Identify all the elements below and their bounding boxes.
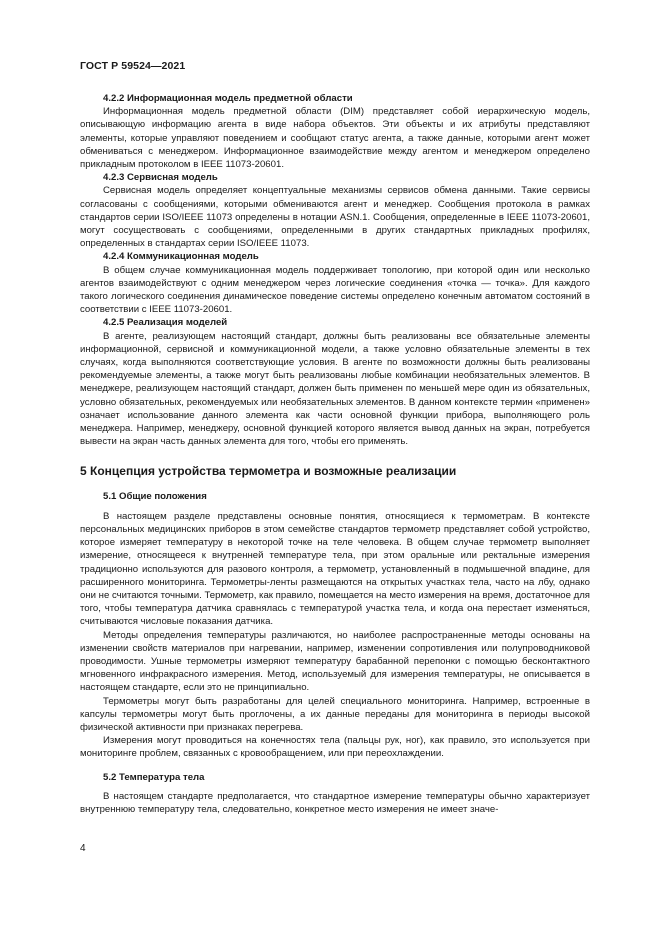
section-4-2-4-paragraph: В общем случае коммуникационная модель поддерживает топологию, при которой один или несколько агентов взаимодействуют с одним менеджером через логические соединения «точка — точка». Для каждого такого логического соединения динамическое поведение системы определено конечным автоматом состояний в соответствии с IEEE 11073-20601. <box>80 264 590 316</box>
page-body <box>80 92 590 816</box>
section-4-2-2-paragraph: Информационная модель предметной области (DIM) представляет собой иерархическую модель, описывающую информацию агента в виде набора объектов. Эти объекты и их атрибуты представляют элементы, которые управляют поведением и сообщают статус агента, а также данные, которыми агент может обмениваться с менеджером. Информационное взаимодействие между агентом и менеджером определено прикладным протоколом в IEEE 11073-20601. <box>80 106 590 171</box>
section-5-heading: 5 Концепция устройства термометра и возможные реализации <box>80 464 457 479</box>
section-4-2-2-heading: 4.2.2 Информационная модель предметной области <box>103 93 353 104</box>
section-4-2-3-heading: 4.2.3 Сервисная модель <box>103 172 218 184</box>
section-5-1-paragraph-2: Методы определения температуры различаются, но наиболее распространенные методы основаны на изменении свойств материалов при нагревании, например, изменении сопротивления или полупроводниковой проводимости. Ушные термометры измеряют температуру барабанной перепонки с помощью бесконтактного мгновенного инфракрасного измерения. Метод, используемый для измерения температуры, не описывается в настоящем стандарте, если это не принципиально. <box>80 629 590 694</box>
section-5-1-heading: 5.1 Общие положения <box>103 491 207 503</box>
section-4-2-3-paragraph: Сервисная модель определяет концептуальные механизмы сервисов обмена данными. Такие сервисы согласованы с сообщениями, которыми обмениваются агент и менеджер. Сообщения протокола в рамках стандартов серии ISO/IEEE 11073 определены в нотации ASN.1. Сообщения, определенные в IEEE 11073-20601, могут сосуществовать с сообщениями, определенными в других стандартных прикладных профилях, определенных в стандартах серии ISO/IEEE 11073. <box>80 185 590 250</box>
section-4-2-4-heading: 4.2.4 Коммуникационная модель <box>103 251 259 263</box>
section-4-2-5-paragraph: В агенте, реализующем настоящий стандарт, должны быть реализованы все обязательные элементы информационной, сервисной и коммуникационной модели, а также условно обязательные элементы в тех случаях, когда выполняются соответствующие условия. В агенте по возможности должны быть реализованы рекомендуемые элементы, а также могут быть реализованы любые комбинации необязательных элементов. В менеджере, реализующем настоящий стандарт, должен быть применен по меньшей мере один из обязательных, условно обязательных, рекомендуемых или необязательных элементов. В данном контексте термин «применен» означает использование данного элемента как части основной функции прибора, выполняющего роль менеджера. Например, менеджеру, основной функцией которого является вывод данных на экран, потребуется вывести на экран часть данных элемента для того, чтобы его применять. <box>80 330 590 448</box>
section-5-1-paragraph-4: Измерения могут проводиться на конечностях тела (пальцы рук, ног), как правило, это используется при мониторинге проблем, связанных с кровообращением, или при переохлаждении. <box>80 735 590 760</box>
section-5-2-paragraph: В настоящем стандарте предполагается, что стандартное измерение температуры обычно характеризует внутреннюю температуру тела, следовательно, конкретное место измерения не имеет значе- <box>80 790 590 815</box>
section-4-2-5-heading: 4.2.5 Реализация моделей <box>103 317 228 329</box>
section-5-1-paragraph-1: В настоящем разделе представлены основные понятия, относящиеся к термометрам. В контексте персональных медицинских приборов в этом семействе стандартов термометр представляет собой устройство, которое измеряет температуру в некоторой точке на теле человека. В общем случае термометр выполняет измерение, относящееся к внутренней температуре тела, при этом оральные или ректальные измерения традиционно используются для разового контроля, а термометр, установленный в подмышечной впадине, для расширенного мониторинга. Термометры-ленты размещаются на открытых участках тела, часто на лбу, однако они не считаются точными. Термометр, как правило, помещается на место измерения на время, достаточное для того, чтобы температура датчика сравнялась с температурой участка тела, и когда она перестает изменяться, считываются числовые показания датчика. <box>80 510 590 628</box>
page-number: 4 <box>80 843 86 854</box>
section-5-2-heading: 5.2 Температура тела <box>103 771 205 783</box>
document-header: ГОСТ Р 59524—2021 <box>80 60 186 72</box>
section-5-1-paragraph-3: Термометры могут быть разработаны для целей специального мониторинга. Например, встроенные в капсулы термометры могут быть проглочены, а их данные переданы для мониторинга в периоды высокой физической активности при признаках перегрева. <box>80 695 590 733</box>
